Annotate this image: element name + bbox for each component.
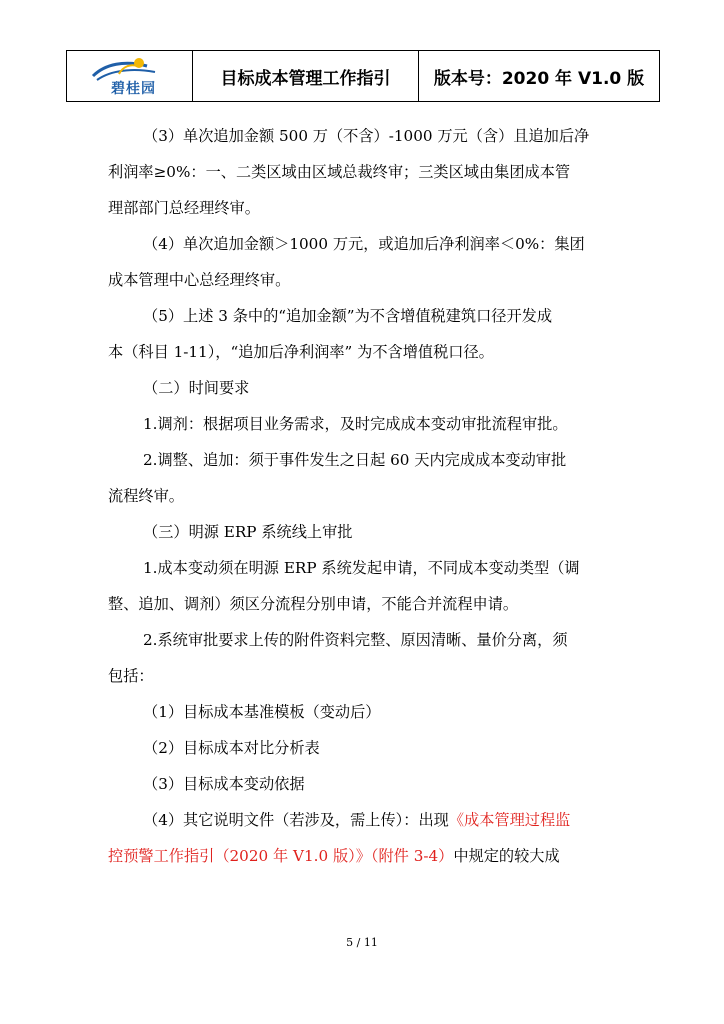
body-line: 2.系统审批要求上传的附件资料完整、原因清晰、量价分离，须	[143, 631, 568, 649]
body-line: （三）明源 ERP 系统线上审批	[143, 523, 353, 541]
body-line: 2.调整、追加：须于事件发生之日起 60 天内完成成本变动审批	[143, 451, 567, 469]
logo-text: 碧桂园	[111, 81, 156, 97]
body-line: 整、追加、调剂）须区分流程分别申请，不能合并流程申请。	[108, 595, 519, 613]
version-number: 版本号：2020 年 V1.0 版	[433, 68, 645, 89]
body-line: 1.成本变动须在明源 ERP 系统发起申请，不同成本变动类型（调	[143, 559, 580, 577]
body-line: 理部部门总经理终审。	[108, 199, 260, 217]
body-line: 流程终审。	[108, 487, 184, 505]
document-body	[108, 118, 618, 874]
body-line: 成本管理中心总经理终审。	[108, 271, 291, 289]
body-line: （3）单次追加金额 500 万（不含）-1000 万元（含）且追加后净	[143, 127, 590, 145]
body-line: （二）时间要求	[143, 379, 250, 397]
document-title: 目标成本管理工作指引	[193, 51, 419, 101]
body-line: （1）目标成本基准模板（变动后）	[143, 703, 381, 721]
page-number: 5 / 11	[346, 936, 378, 949]
body-line	[108, 802, 618, 838]
body-line: 利润率≥0%：一、二类区域由区域总裁终审；三类区域由集团成本管	[108, 163, 571, 181]
body-line: （5）上述 3 条中的“追加金额”为不含增值税建筑口径开发成	[143, 307, 553, 325]
logo-cell	[67, 51, 193, 101]
company-logo	[85, 54, 175, 98]
body-text: （4）其它说明文件（若涉及，需上传）：出现	[143, 811, 449, 829]
body-line: （4）单次追加金额＞1000 万元，或追加后净利润率＜0%：集团	[143, 235, 585, 253]
body-line: （3）目标成本变动依据	[143, 775, 305, 793]
body-line: 包括：	[108, 667, 154, 685]
referenced-document-link[interactable]: 控预警工作指引（2020 年 V1.0 版）》（附件 3-4）	[108, 847, 454, 865]
body-line: （2）目标成本对比分析表	[143, 739, 320, 757]
body-text: 中规定的较大成	[453, 847, 560, 865]
document-header	[66, 50, 660, 102]
body-line: 1.调剂：根据项目业务需求，及时完成成本变动审批流程审批。	[143, 415, 568, 433]
referenced-document-link[interactable]: 《成本管理过程监	[448, 811, 571, 829]
body-line	[108, 838, 618, 874]
body-line: 本（科目 1-11），“追加后净利润率” 为不含增值税口径。	[108, 343, 494, 361]
